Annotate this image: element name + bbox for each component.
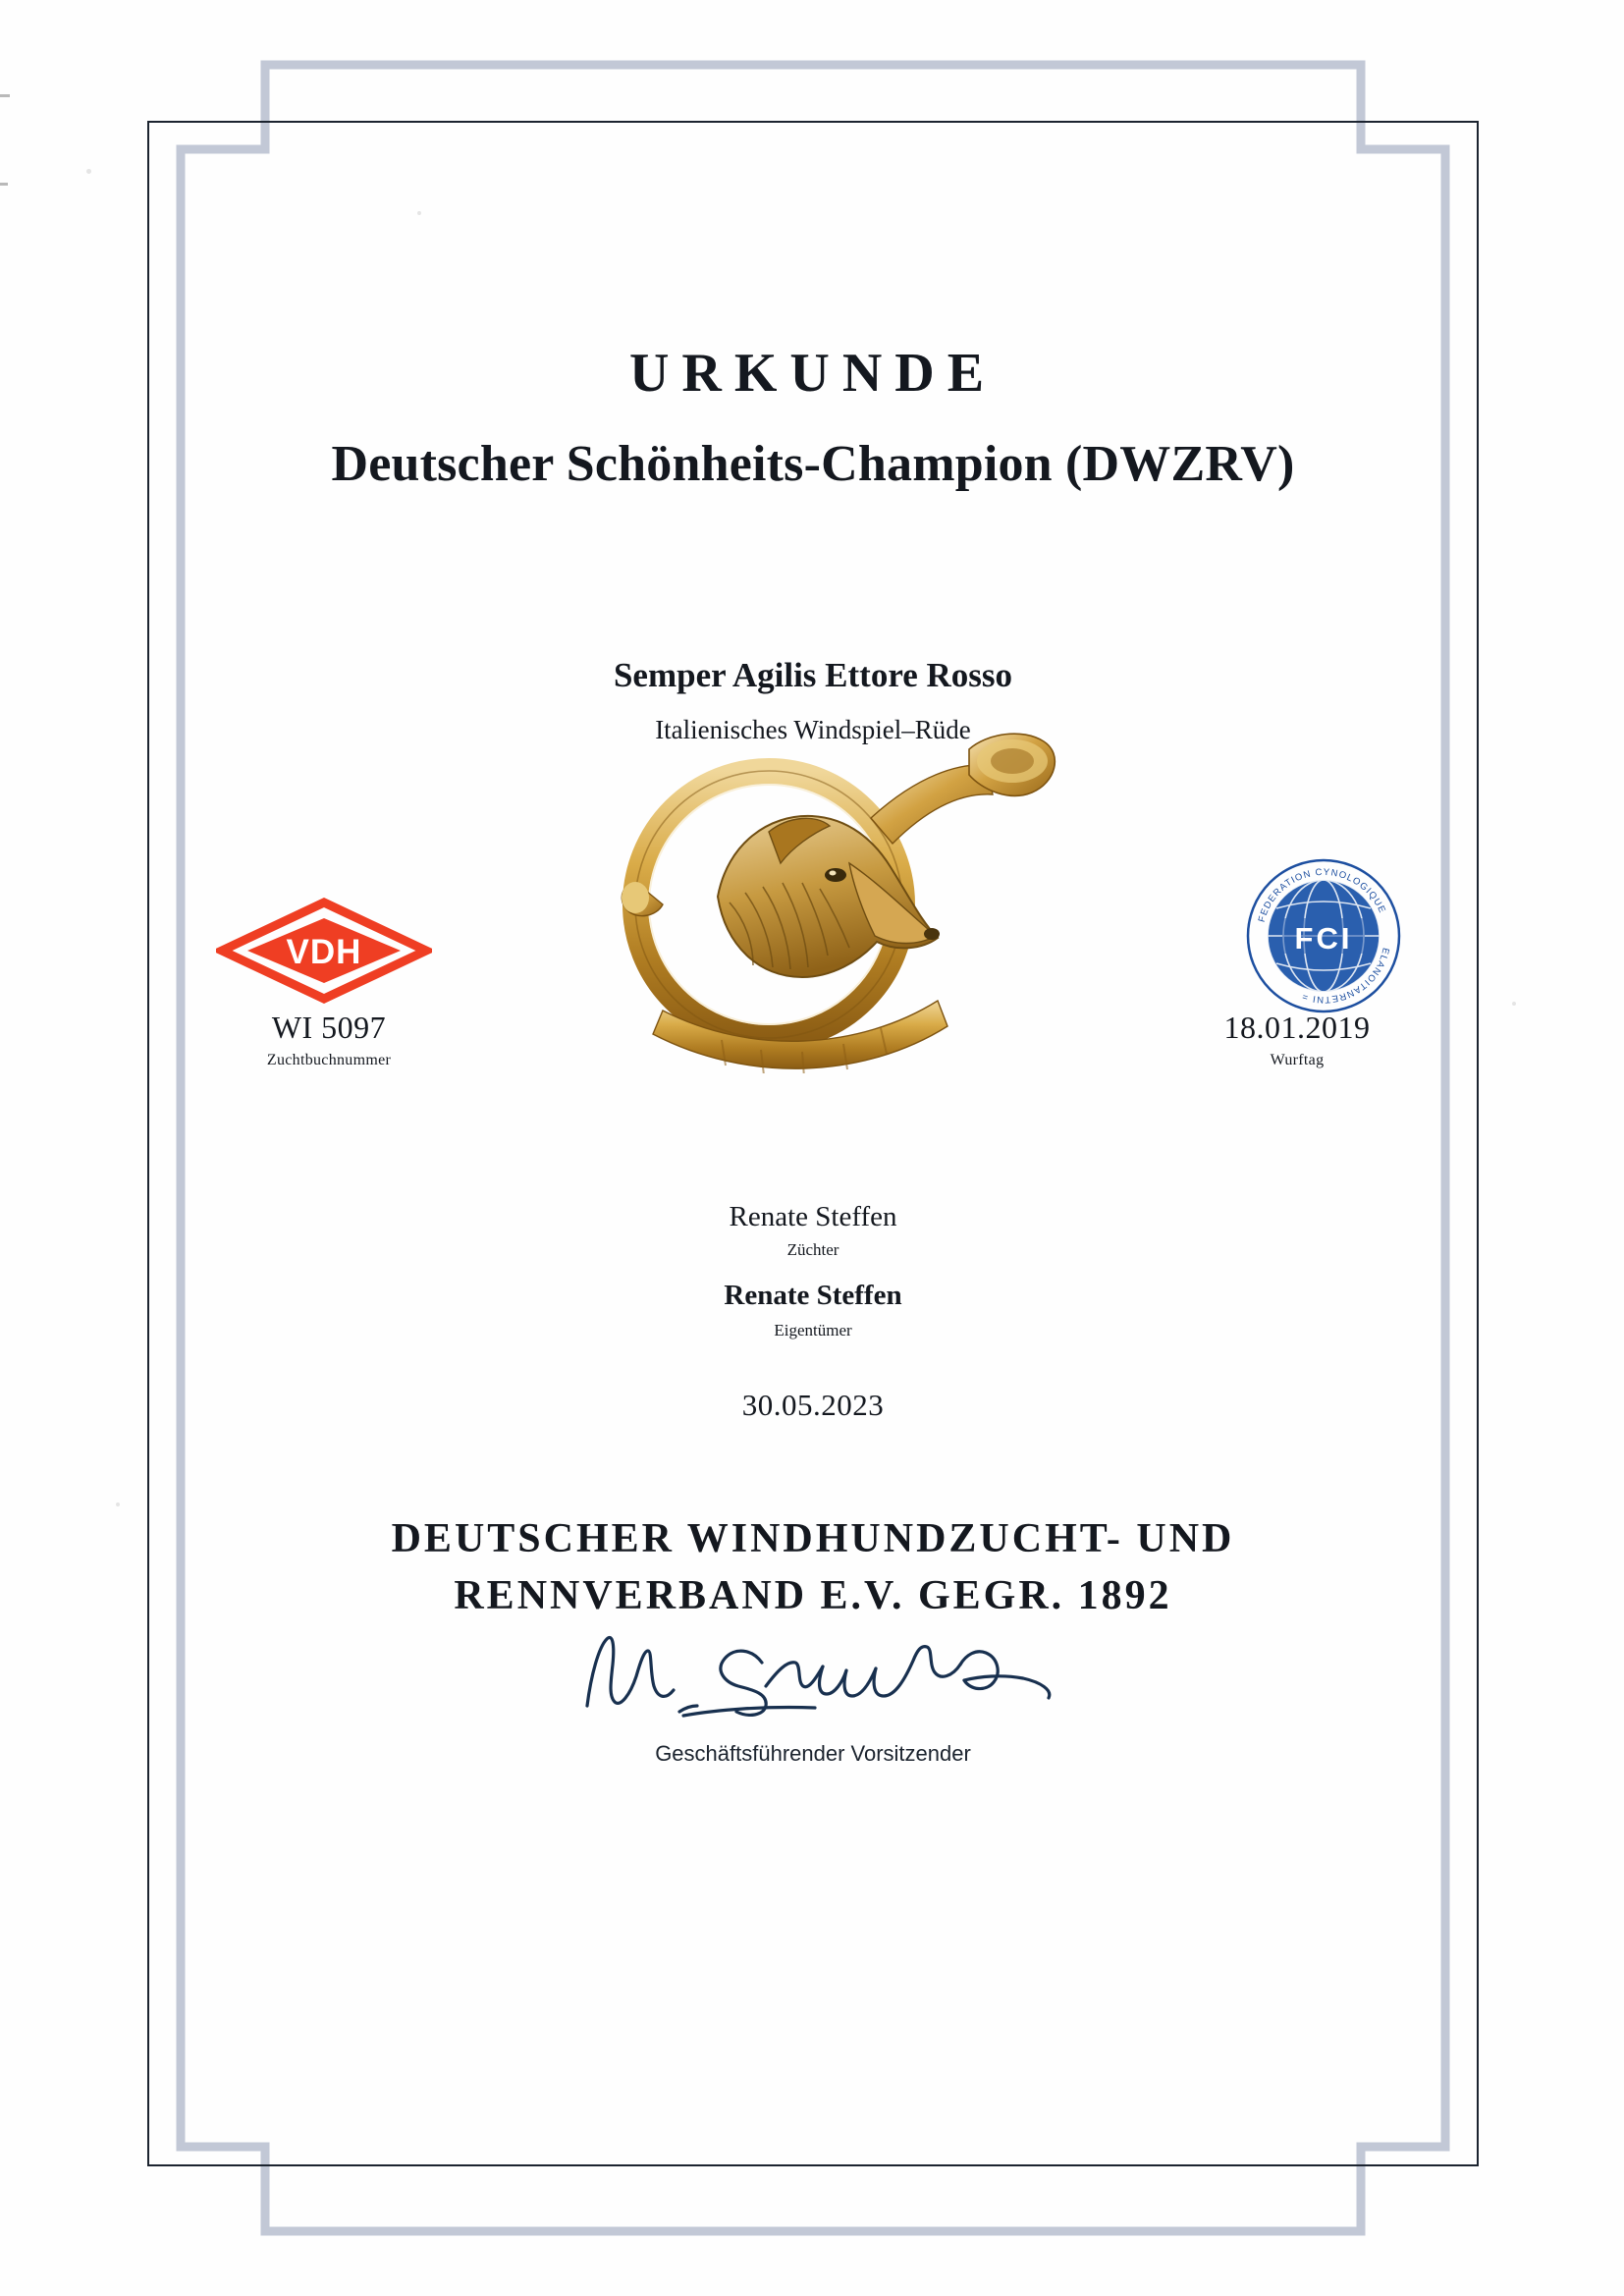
dog-name: Semper Agilis Ettore Rosso bbox=[613, 656, 1013, 694]
owner-name: Renate Steffen bbox=[724, 1280, 902, 1311]
hunting-horn-emblem-icon bbox=[525, 720, 1095, 1073]
svg-text:FEDERATION CYNOLOGIQUE: FEDERATION CYNOLOGIQUE bbox=[1256, 866, 1388, 924]
vdh-logo-icon bbox=[216, 897, 432, 1005]
signature-caption: Geschäftsführender Vorsitzender bbox=[655, 1741, 971, 1766]
studbook-number: WI 5097 bbox=[271, 1010, 387, 1045]
organisation-line-1: DEUTSCHER WINDHUNDZUCHT- UND bbox=[391, 1516, 1235, 1561]
birth-date: 18.01.2019 bbox=[1223, 1010, 1371, 1045]
scan-edge-mark bbox=[0, 94, 10, 97]
organisation-line-2: RENNVERBAND E.V. GEGR. 1892 bbox=[454, 1573, 1172, 1618]
scan-speck bbox=[86, 169, 91, 174]
signature-mark bbox=[569, 1621, 1080, 1729]
dog-breed: Italienisches Windspiel–Rüde bbox=[655, 715, 971, 744]
scan-edge-mark bbox=[0, 183, 8, 186]
issue-date: 30.05.2023 bbox=[741, 1388, 885, 1422]
birth-caption: Wurftag bbox=[1270, 1052, 1325, 1068]
studbook-block bbox=[167, 1010, 491, 1069]
page-subtitle: Deutscher Schönheits-Champion (DWZRV) bbox=[331, 436, 1295, 492]
certificate-content bbox=[147, 121, 1479, 2166]
svg-text:ELANOITANRETNI =: ELANOITANRETNI = bbox=[1300, 946, 1391, 1006]
svg-text:VDH: VDH bbox=[286, 933, 362, 971]
studbook-caption: Zuchtbuchnummer bbox=[266, 1052, 392, 1068]
scan-speck bbox=[1512, 1002, 1516, 1006]
page-title: URKUNDE bbox=[628, 343, 998, 404]
fci-logo-icon bbox=[1245, 857, 1402, 1014]
breeder-caption: Züchter bbox=[786, 1240, 839, 1259]
scan-speck bbox=[116, 1503, 120, 1506]
birth-block bbox=[1135, 1010, 1459, 1069]
owner-caption: Eigentümer bbox=[774, 1321, 852, 1339]
breeder-name: Renate Steffen bbox=[729, 1201, 897, 1232]
svg-text:FCI: FCI bbox=[1294, 921, 1353, 956]
